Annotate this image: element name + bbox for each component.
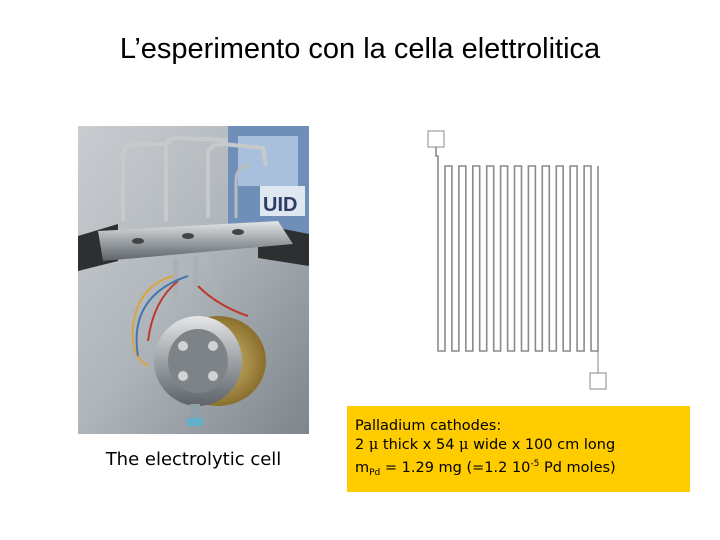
poster-text: UID [263,194,298,216]
note-heading: Palladium cathodes: [355,418,502,434]
slide-title: L’esperimento con la cella elettrolitica [119,33,601,65]
top-contact-pad [428,131,444,147]
photo-caption: The electrolytic cell [105,449,282,470]
note-dimensions: 2 μ thick x 54 μ wide x 100 cm long [355,437,616,453]
note-mass: $m_{Pd} = 1.29$ mg (=1.2 $10^{-5}$ Pd moles) [355,459,616,478]
cathode-specs-note [347,406,690,492]
serpentine-cathode-diagram [410,126,615,396]
serpentine-trace [436,147,598,351]
bottom-contact-pad [590,373,606,389]
electrolytic-cell-photo [78,126,309,434]
